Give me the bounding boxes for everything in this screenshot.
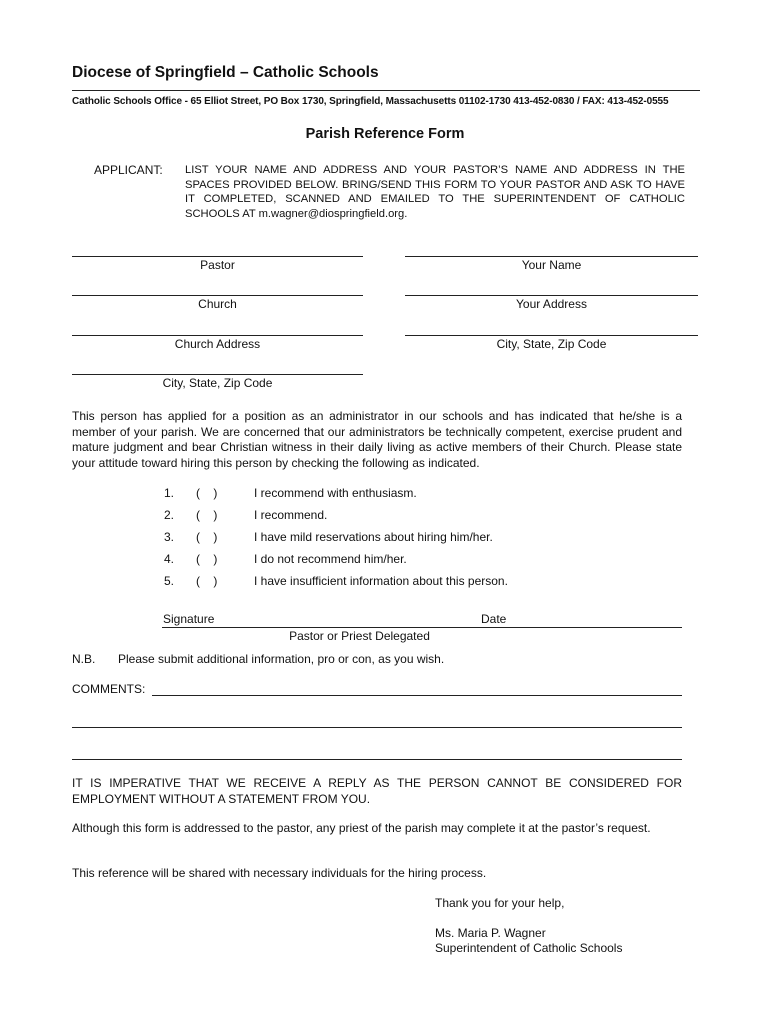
- page-title: Diocese of Springfield – Catholic Schools: [72, 64, 379, 81]
- closing-thanks: Thank you for your help,: [435, 896, 565, 910]
- header-divider: [72, 90, 700, 91]
- church-label: Church: [198, 297, 237, 311]
- option-1-label: I recommend with enthusiasm.: [254, 486, 417, 500]
- option-5-checkbox[interactable]: ( ): [196, 574, 218, 588]
- nb-text: Please submit additional information, pro or con, as you wish.: [118, 652, 445, 666]
- option-1-number: 1.: [163, 486, 174, 500]
- option-4-label: I do not recommend him/her.: [254, 552, 407, 566]
- comments-line-3[interactable]: [72, 759, 682, 760]
- your-address-label: Your Address: [516, 297, 587, 311]
- your-city-field-line[interactable]: [405, 335, 698, 336]
- your-name-label: Your Name: [521, 258, 582, 272]
- church-city-field-line[interactable]: [72, 374, 363, 375]
- pastor-field-line[interactable]: [72, 256, 363, 257]
- option-2-number: 2.: [163, 508, 174, 522]
- option-2-checkbox[interactable]: ( ): [196, 508, 218, 522]
- priest-note: Although this form is addressed to the pastor, any priest of the parish may complete it at the pastor’s request.: [72, 821, 651, 835]
- option-5-number: 5.: [163, 574, 174, 588]
- church-field-line[interactable]: [72, 295, 363, 296]
- pastor-delegated-label: Pastor or Priest Delegated: [289, 629, 430, 643]
- comments-line-2[interactable]: [72, 727, 682, 728]
- applicant-instructions: LIST YOUR NAME AND ADDRESS AND YOUR PASTOR’S NAME AND ADDRESS IN THE SPACES PROVIDED BELOW. BRING/SEND THIS FORM TO YOUR PASTOR AND ASK TO HAVE IT COMPLETED, SCANNED AND EMAILED TO THE SUPERINTENDENT OF CATHOLIC SCHOOLS AT m.wagner@diospringfield.org.: [185, 164, 685, 220]
- office-address-line: Catholic Schools Office - 65 Elliot Street, PO Box 1730, Springfield, Massachusetts 01102-1730 413-452-0830 / FAX: 413-452-0555: [72, 96, 669, 107]
- church-address-label: Church Address: [174, 337, 261, 351]
- signatory-name: Ms. Maria P. Wagner: [435, 926, 546, 940]
- option-5-label: I have insufficient information about this person.: [254, 574, 508, 588]
- option-4-number: 4.: [163, 552, 174, 566]
- option-3-checkbox[interactable]: ( ): [196, 530, 218, 544]
- option-3-label: I have mild reservations about hiring him/her.: [254, 530, 493, 544]
- your-name-field-line[interactable]: [405, 256, 698, 257]
- option-1-checkbox[interactable]: ( ): [196, 486, 218, 500]
- comments-line-1[interactable]: [152, 695, 682, 696]
- intro-paragraph: This person has applied for a position as an administrator in our schools and has indicated that he/she is a member of your parish. We are concerned that our administrators be technically competent, exercise prudent and mature judgment and bear Christian witness in their daily living as active members of their Church. Please state your attitude toward hiring this person by checking the following as indicated.: [72, 409, 682, 470]
- signature-date-line[interactable]: [162, 627, 682, 628]
- date-label: Date: [481, 612, 507, 626]
- option-4-checkbox[interactable]: ( ): [196, 552, 218, 566]
- signature-label: Signature: [163, 612, 215, 626]
- shared-note: This reference will be shared with necessary individuals for the hiring process.: [72, 866, 487, 880]
- pastor-label: Pastor: [200, 258, 235, 272]
- nb-label: N.B.: [72, 652, 96, 666]
- your-city-label: City, State, Zip Code: [496, 337, 607, 351]
- applicant-label: APPLICANT:: [94, 163, 163, 177]
- option-2-label: I recommend.: [254, 508, 328, 522]
- church-city-label: City, State, Zip Code: [162, 376, 273, 390]
- your-address-field-line[interactable]: [405, 295, 698, 296]
- signatory-role: Superintendent of Catholic Schools: [435, 941, 623, 955]
- form-title: Parish Reference Form: [305, 126, 465, 142]
- church-address-field-line[interactable]: [72, 335, 363, 336]
- comments-label: COMMENTS:: [72, 682, 146, 696]
- imperative-notice: IT IS IMPERATIVE THAT WE RECEIVE A REPLY AS THE PERSON CANNOT BE CONSIDERED FOR EMPLOYMENT WITHOUT A STATEMENT FROM YOU.: [72, 776, 682, 806]
- option-3-number: 3.: [163, 530, 174, 544]
